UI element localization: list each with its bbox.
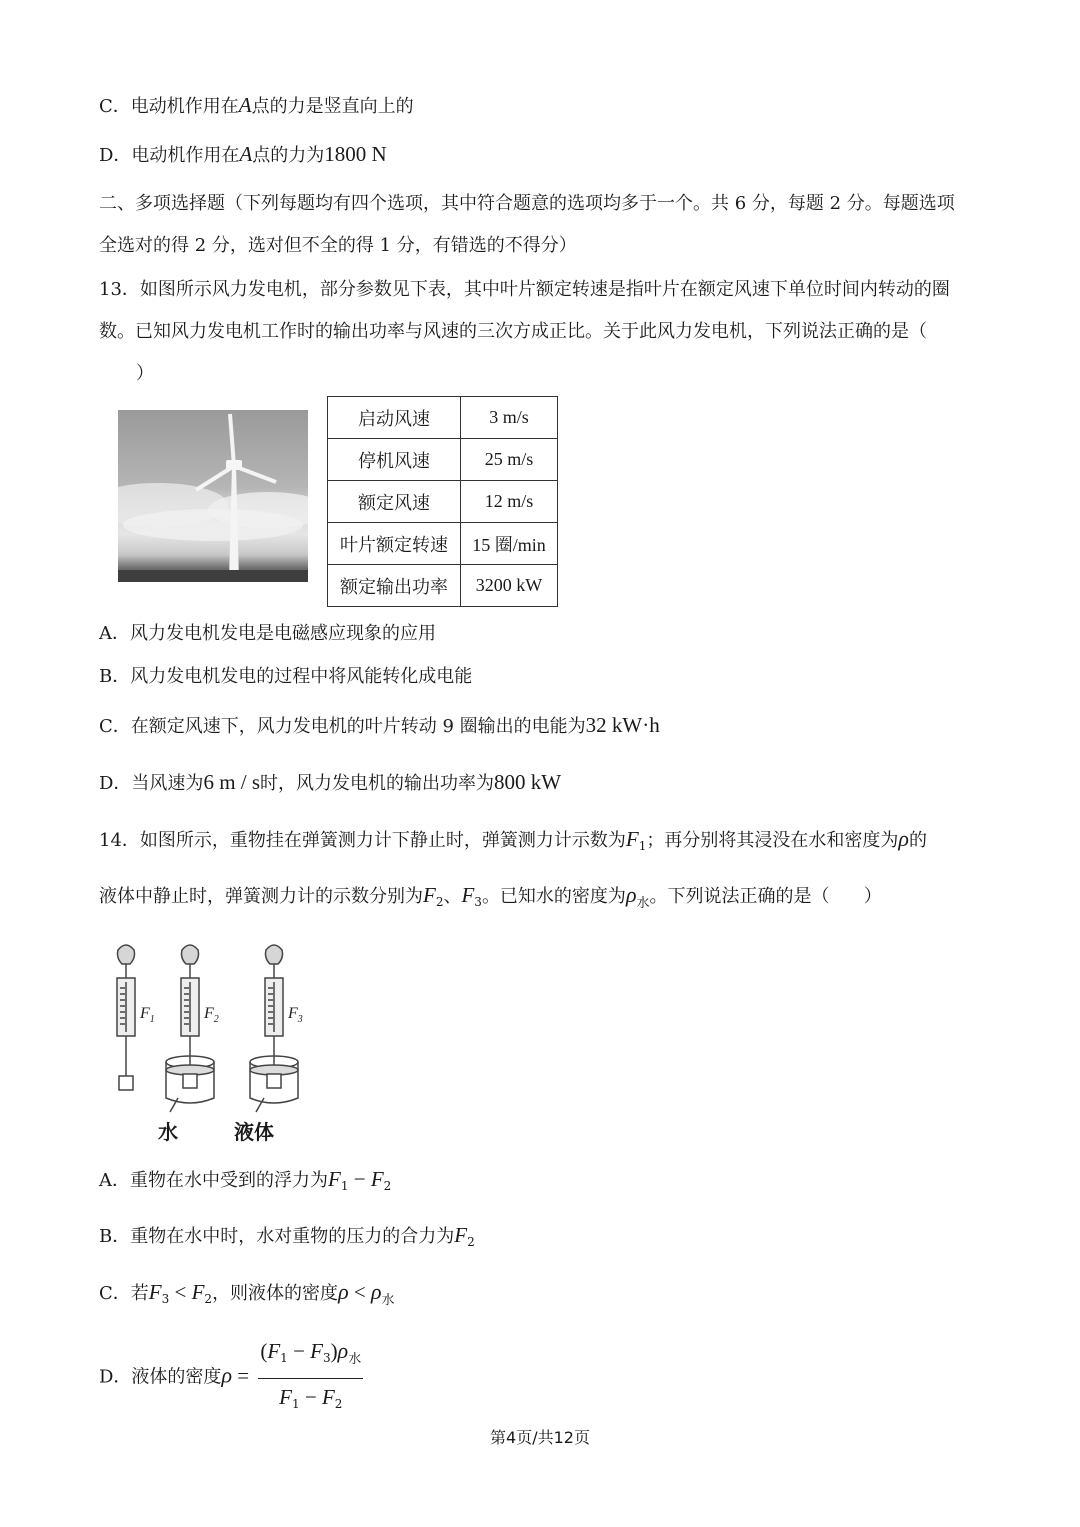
f1-label: $F_1$ [140,1005,155,1025]
q13-stem-line1: 13．如图所示风力发电机，部分参数见下表，其中叶片额定转速是指叶片在额定风速下单位时间内转动的圈 [99,279,950,300]
q14-option-b: B．重物在水中时，水对重物的压力的合力为$F_2$ [99,1223,475,1249]
param-value: 25 m/s [461,439,558,481]
option-c-prev: C．电动机作用在A点的力是竖直向上的 [99,93,414,117]
table-row [328,481,558,523]
wind-turbine-photo [118,410,308,582]
f2-label: $F_2$ [204,1005,219,1025]
f3-label: $F_3$ [288,1005,303,1025]
q13-option-a: A．风力发电机发电是电磁感应现象的应用 [99,623,436,644]
table-row [328,397,558,439]
option-d-prev: D．电动机作用在A点的力为1800 N [99,142,387,166]
q13-params-table [327,396,558,607]
q13-stem-line2: 数。已知风力发电机工作时的输出功率与风速的三次方成正比。关于此风力发电机，下列说法正确的是（ [99,321,927,342]
param-key: 额定输出功率 [328,565,461,607]
q13-option-b: B．风力发电机发电的过程中将风能转化成电能 [99,666,473,687]
q13-option-c: C．在额定风速下，风力发电机的叶片转动 9 圈输出的电能为32 kW·h [99,713,660,737]
table-row [328,439,558,481]
param-key: 启动风速 [328,397,461,439]
q14-stem-line1: 14．如图所示，重物挂在弹簧测力计下静止时，弹簧测力计示数为$F_1$；再分别将其浸没在水和密度为ρ的 [99,826,927,853]
section2-heading-line1: 二、多项选择题（下列每题均有四个选项，其中符合题意的选项均多于一个。共 6 分，每题 2 分。每题选项 [99,193,955,214]
param-key: 额定风速 [328,481,461,523]
q14-option-d: D．液体的密度ρ = $\frac{(F_1 - F_3)\rho_水}{F_1 - F_2}$ [99,1336,984,1419]
param-value: 3 m/s [461,397,558,439]
q13-stem-line3: ） [136,363,154,384]
page-footer: 第4页/共12页 [490,1428,590,1447]
param-value: 3200 kW [461,565,558,607]
param-value: 15 圈/min [461,523,558,565]
param-key: 停机风速 [328,439,461,481]
q13-option-d: D．当风速为6 m / s时，风力发电机的输出功率为800 kW [99,770,562,794]
q14-stem-line2: 液体中静止时，弹簧测力计的示数分别为$F_2$、$F_3$。已知水的密度为$\rho_水$。下列说法正确的是（ ） [99,882,882,911]
table-row [328,565,558,607]
density-fraction: $\frac{(F_1 - F_3)\rho_水}{F_1 - F_2}$ [260,1338,362,1411]
table-row [328,523,558,565]
water-label: 水 [158,1120,178,1144]
section2-heading-line2: 全选对的得 2 分，选对但不全的得 1 分，有错选的不得分） [99,235,577,256]
param-value: 12 m/s [461,481,558,523]
spring-scale-figure [108,938,328,1143]
liquid-label: 液体 [234,1120,274,1144]
q14-option-c: C．若$F_3 < F_2$，则液体的密度$\rho < \rho_水$ [99,1279,395,1308]
q14-option-a: A．重物在水中受到的浮力为$F_1 - F_2$ [99,1167,392,1193]
param-key: 叶片额定转速 [328,523,461,565]
